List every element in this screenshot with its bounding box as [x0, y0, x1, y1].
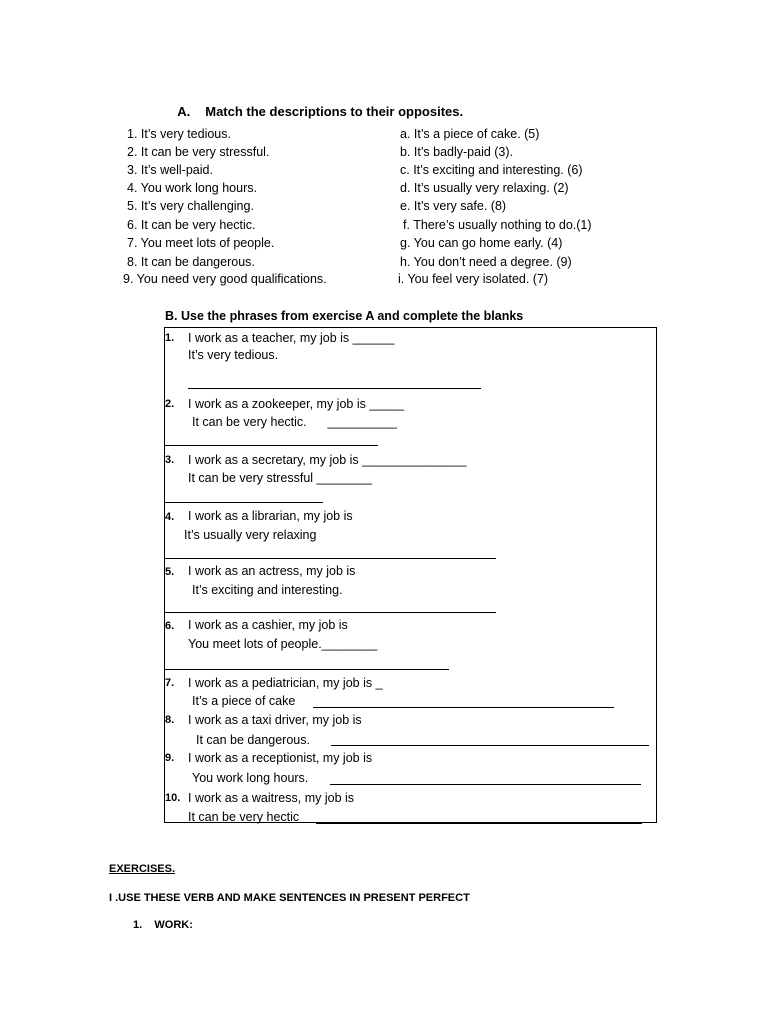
item-5-answer: It’s exciting and interesting. — [192, 583, 343, 597]
exercises-title: EXERCISES. — [109, 863, 176, 875]
item-9-prompt: I work as a receptionist, my job is — [188, 751, 373, 765]
item-5-number: 5. — [165, 566, 175, 578]
item-6-blank-line — [165, 669, 449, 670]
item-6-answer: You meet lots of people.________ — [188, 637, 378, 651]
match-right-f: f. There’s usually nothing to do.(1) — [403, 218, 592, 232]
match-right-d: d. It’s usually very relaxing. (2) — [400, 181, 569, 195]
match-right-h: h. You don’t need a degree. (9) — [400, 255, 572, 269]
item-7-number: 7. — [165, 677, 175, 689]
item-2-blank-line — [165, 445, 378, 446]
match-right-g: g. You can go home early. (4) — [400, 236, 563, 250]
item-8-answer: It can be dangerous. — [196, 733, 310, 747]
item-10-prompt: I work as a waitress, my job is — [188, 791, 355, 805]
item-4-prompt: I work as a librarian, my job is — [188, 509, 353, 523]
match-right-i: i. You feel very isolated. (7) — [398, 272, 549, 286]
match-left-1: 1. It’s very tedious. — [127, 127, 231, 141]
item-2-prompt: I work as a zookeeper, my job is _____ — [188, 397, 405, 411]
item-4-answer: It’s usually very relaxing — [184, 528, 317, 542]
item-1-prompt: I work as a teacher, my job is ______ — [188, 331, 395, 345]
item-9-answer: You work long hours. — [192, 771, 309, 785]
match-right-a: a. It’s a piece of cake. (5) — [400, 127, 540, 141]
item-5-prompt: I work as an actress, my job is — [188, 564, 356, 578]
item-8-prompt: I work as a taxi driver, my job is — [188, 713, 362, 727]
section-b-title: B. Use the phrases from exercise A and complete the blanks — [165, 309, 524, 323]
match-right-e: e. It’s very safe. (8) — [400, 199, 507, 213]
item-10-number: 10. — [165, 792, 181, 804]
item-4-blank-line — [165, 558, 496, 559]
item-3-number: 3. — [165, 454, 175, 466]
item-6-number: 6. — [165, 620, 175, 632]
item-1-answer: It’s very tedious. — [188, 348, 279, 362]
item-7-prompt: I work as a pediatrician, my job is _ — [188, 676, 383, 690]
item-2-number: 2. — [165, 398, 175, 410]
exercise-instruction: I .USE THESE VERB AND MAKE SENTENCES IN PRESENT PERFECT — [109, 892, 470, 904]
match-left-5: 5. It’s very challenging. — [127, 199, 254, 213]
item-3-prompt: I work as a secretary, my job is _______________ — [188, 453, 467, 467]
match-left-7: 7. You meet lots of people. — [127, 236, 275, 250]
match-left-6: 6. It can be very hectic. — [127, 218, 256, 232]
section-a-letter: A. — [177, 104, 191, 119]
match-left-4: 4. You work long hours. — [127, 181, 257, 195]
match-left-2: 2. It can be very stressful. — [127, 145, 270, 159]
item-8-number: 8. — [165, 714, 175, 726]
item-1-blank-line — [188, 388, 481, 389]
match-left-9: 9. You need very good qualifications. — [123, 272, 327, 286]
item-4-number: 4. — [165, 511, 175, 523]
item-1-number: 1. — [165, 332, 175, 344]
match-right-b: b. It’s badly-paid (3). — [400, 145, 514, 159]
item-10-blank-line — [316, 823, 642, 824]
section-a-heading: Match the descriptions to their opposites. — [205, 104, 464, 119]
item-6-prompt: I work as a cashier, my job is — [188, 618, 348, 632]
exercise-item-1: 1. WORK: — [133, 919, 193, 931]
section-a-title — [170, 89, 463, 119]
item-10-answer: It can be very hectic — [188, 810, 300, 824]
item-9-blank-line — [330, 784, 641, 785]
item-2-answer: It can be very hectic. __________ — [192, 415, 397, 429]
item-8-blank-line — [331, 745, 649, 746]
item-3-answer: It can be very stressful ________ — [188, 471, 373, 485]
item-3-blank-line — [165, 502, 323, 503]
match-left-3: 3. It’s well-paid. — [127, 163, 213, 177]
item-9-number: 9. — [165, 752, 175, 764]
match-right-c: c. It’s exciting and interesting. (6) — [400, 163, 583, 177]
item-5-blank-line — [165, 612, 496, 613]
match-left-8: 8. It can be dangerous. — [127, 255, 255, 269]
item-7-blank-line — [313, 707, 614, 708]
item-7-answer: It’s a piece of cake — [192, 694, 296, 708]
